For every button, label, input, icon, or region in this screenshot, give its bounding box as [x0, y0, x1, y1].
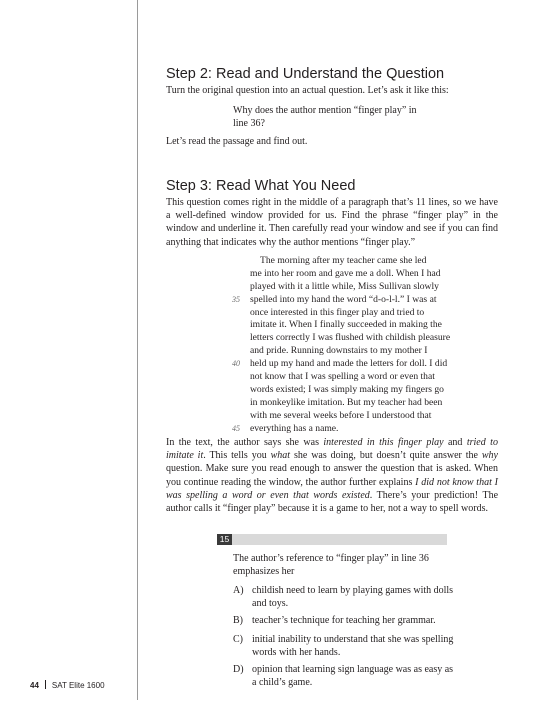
footer-divider: [45, 680, 46, 689]
step2-title: Read and Understand the Question: [215, 66, 445, 82]
choice-text: opinion that learning sign language was as easy as a child’s game.: [252, 664, 454, 689]
passage-line: [250, 410, 498, 423]
step2-label: Step 2:: [166, 66, 212, 82]
step3-label: Step 3:: [166, 178, 212, 194]
step2-question-line2: line 36?: [233, 118, 265, 129]
step2-intro: Turn the original question into an actual question. Let’s ask it like this:: [166, 85, 449, 96]
analysis-emphasis: I did not know that I was spelling a word or even that words existed: [166, 476, 498, 501]
analysis-text: and: [443, 437, 467, 448]
passage-line: [250, 255, 498, 268]
passage-line: [232, 422, 498, 436]
passage-line: [250, 345, 498, 358]
step2-outro: Let’s read the passage and find out.: [166, 136, 308, 147]
analysis-emphasis: tried to imitate it: [166, 437, 498, 462]
passage-line: [250, 268, 498, 281]
passage-line-text: spelled into my hand the word “d-o-l-l.” I was at: [250, 293, 437, 305]
choice-letter: B): [233, 615, 243, 626]
choice-text: childish need to learn by playing games with dolls and toys.: [252, 585, 454, 610]
passage-line-text: imitate it. When I finally succeeded in making the: [250, 319, 442, 331]
passage-line: [250, 319, 498, 332]
passage-line: [250, 307, 498, 320]
passage-line-text: once interested in this finger play and tried to: [250, 306, 425, 318]
passage-line-text: me into her room and gave me a doll. When I had: [250, 267, 441, 279]
analysis-text: In the text, the author says she was: [166, 437, 324, 448]
step2-heading: [166, 66, 444, 82]
analysis-emphasis: why: [481, 450, 498, 462]
analysis-emphasis: interested in this finger play: [323, 437, 444, 448]
analysis-paragraph: [166, 436, 498, 515]
choice-text: teacher’s technique for teaching her grammar.: [252, 615, 436, 626]
answer-choice-d[interactable]: [233, 663, 455, 689]
passage-line-text: and pride. Running downstairs to my mother I: [250, 345, 428, 357]
step2-question-line1: Why does the author mention “finger play” in: [233, 105, 417, 116]
passage-line-text: in monkeylike imitation. But my teacher had been: [250, 396, 443, 408]
passage-line: [250, 384, 498, 397]
analysis-text: . This tells you: [203, 450, 271, 462]
line-number: 45: [232, 423, 240, 433]
choice-letter: A): [233, 585, 244, 596]
choice-letter: D): [233, 664, 244, 675]
passage-line-text: everything has a name.: [250, 422, 339, 434]
margin-rule: [137, 0, 138, 700]
choice-text: initial inability to understand that she was spelling words with her hands.: [252, 634, 454, 659]
line-number: 40: [232, 359, 240, 369]
passage-line: [232, 358, 498, 371]
book-title: SAT Elite 1600: [51, 681, 105, 690]
passage-line-text: not know that I was spelling a word or even that: [250, 371, 435, 383]
answer-choice-b[interactable]: [233, 614, 455, 627]
answer-choice-a[interactable]: [233, 584, 455, 610]
passage-line: [250, 397, 498, 410]
analysis-emphasis: what: [270, 450, 291, 462]
passage-line-text: played with it a little while, Miss Sullivan slowly: [250, 280, 439, 292]
question-number-bar: [217, 534, 447, 545]
reading-passage: [232, 255, 498, 435]
analysis-text: question. Make sure you read enough to answer the question that is asked. When you continue reading the window, the author further explains: [166, 463, 498, 488]
question-stem: The author’s reference to “finger play” in line 36 emphasizes her: [233, 553, 429, 578]
answer-choice-c[interactable]: [233, 633, 455, 659]
passage-line-text: held up my hand and made the letters for doll. I did: [250, 358, 448, 370]
passage-line: [232, 293, 498, 307]
choice-letter: C): [233, 634, 243, 645]
passage-line-text: words existed; I was simply making my fingers go: [250, 383, 444, 395]
analysis-text: . There’s your prediction! The author calls it “finger play” because it is a game to her, not a way to spell words.: [166, 489, 499, 515]
analysis-text: she was doing, but doesn’t quite answer the: [290, 450, 482, 462]
passage-line: [250, 281, 498, 294]
passage-line-text: with me several weeks before I understood that: [250, 409, 432, 421]
page-footer: [30, 680, 105, 690]
passage-line-text: The morning after my teacher came she led: [260, 255, 427, 266]
step3-heading: [166, 178, 355, 194]
page-number: 44: [30, 681, 39, 690]
passage-line: [250, 332, 498, 345]
step3-body: This question comes right in the middle of a paragraph that’s 11 lines, so we have a well-defined window provided for us. Find the phrase “finger play” in the window and underline it. Then carefully read your window and see if you can find anything that indicates why the author mentions “finger play.”: [166, 197, 498, 248]
step3-title: Read What You Need: [215, 178, 356, 194]
passage-line-text: letters correctly I was flushed with childish pleasure: [250, 332, 451, 344]
passage-line: [250, 371, 498, 384]
line-number: 35: [232, 294, 240, 304]
question-number: 15: [217, 534, 232, 545]
